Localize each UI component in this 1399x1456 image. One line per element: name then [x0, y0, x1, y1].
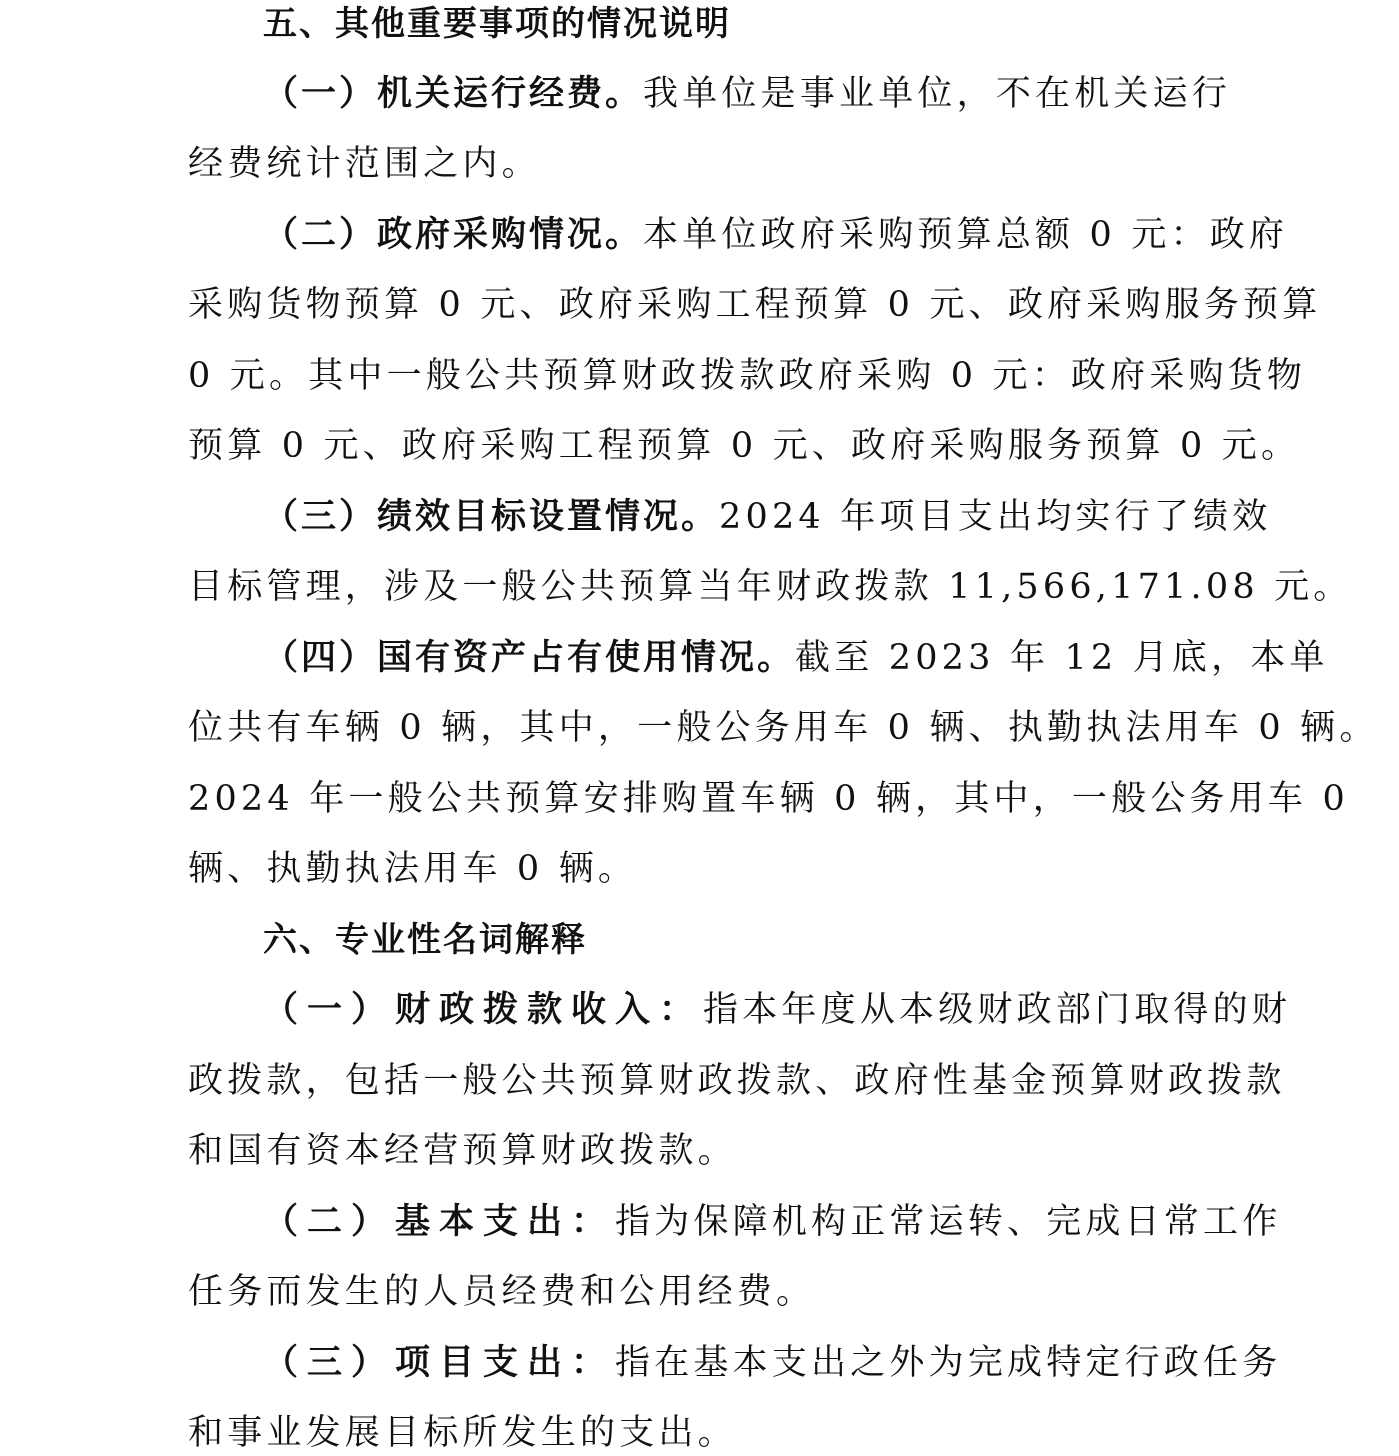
- paragraph-lead: （三）绩效目标设置情况。: [263, 497, 720, 537]
- paragraph-government-procurement: [263, 213, 1288, 257]
- paragraph-lead: （一）机关运行经费。: [263, 74, 644, 114]
- paragraph-text: 指在基本支出之外为完成特定行政任务: [615, 1343, 1282, 1383]
- paragraph-project-expenditure: [263, 1341, 1281, 1385]
- paragraph-basic-expenditure: [263, 1200, 1281, 1244]
- paragraph-line: 经费统计范围之内。: [188, 144, 541, 184]
- section-heading-terminology: 六、专业性名词解释: [263, 920, 587, 960]
- paragraph-text: 截至 2023 年 12 月底，本单: [795, 638, 1329, 678]
- paragraph-lead: （二）政府采购情况。: [263, 215, 644, 255]
- paragraph-operating-expenses: [263, 72, 1231, 116]
- paragraph-line: 政拨款，包括一般公共预算财政拨款、政府性基金预算财政拨款: [188, 1061, 1286, 1101]
- paragraph-line: 任务而发生的人员经费和公用经费。: [188, 1272, 816, 1312]
- paragraph-line: 采购货物预算 0 元、政府采购工程预算 0 元、政府采购服务预算: [188, 285, 1322, 325]
- paragraph-lead: （二）基本支出：: [263, 1202, 616, 1242]
- section-heading-other-matters: 五、其他重要事项的情况说明: [263, 4, 731, 44]
- paragraph-lead: （四）国有资产占有使用情况。: [263, 638, 796, 678]
- paragraph-lead: （三）项目支出：: [263, 1343, 616, 1383]
- paragraph-line: 2024 年一般公共预算安排购置车辆 0 辆，其中，一般公务用车 0: [188, 779, 1349, 819]
- paragraph-lead: （一）财政拨款收入：: [263, 990, 704, 1030]
- paragraph-state-assets: [263, 636, 1329, 680]
- paragraph-line: 位共有车辆 0 辆，其中，一般公务用车 0 辆、执勤执法用车 0 辆。: [188, 708, 1379, 748]
- paragraph-line: 和国有资本经营预算财政拨款。: [188, 1131, 737, 1171]
- paragraph-line: 辆、执勤执法用车 0 辆。: [188, 849, 638, 889]
- paragraph-line: 0 元。其中一般公共预算财政拨款政府采购 0 元：政府采购货物: [188, 356, 1307, 396]
- paragraph-performance-targets: [263, 495, 1271, 539]
- paragraph-text: 本单位政府采购预算总额 0 元：政府: [643, 215, 1289, 255]
- paragraph-line: 和事业发展目标所发生的支出。: [188, 1413, 737, 1453]
- paragraph-text: 我单位是事业单位，不在机关运行: [643, 74, 1232, 114]
- paragraph-text: 2024 年项目支出均实行了绩效: [719, 497, 1272, 537]
- paragraph-fiscal-appropriation-income: [263, 988, 1291, 1032]
- paragraph-line: 预算 0 元、政府采购工程预算 0 元、政府采购服务预算 0 元。: [188, 426, 1301, 466]
- paragraph-text: 指本年度从本级财政部门取得的财: [703, 990, 1292, 1030]
- paragraph-line: 目标管理，涉及一般公共预算当年财政拨款 11,566,171.08 元。: [188, 567, 1353, 607]
- paragraph-text: 指为保障机构正常运转、完成日常工作: [615, 1202, 1282, 1242]
